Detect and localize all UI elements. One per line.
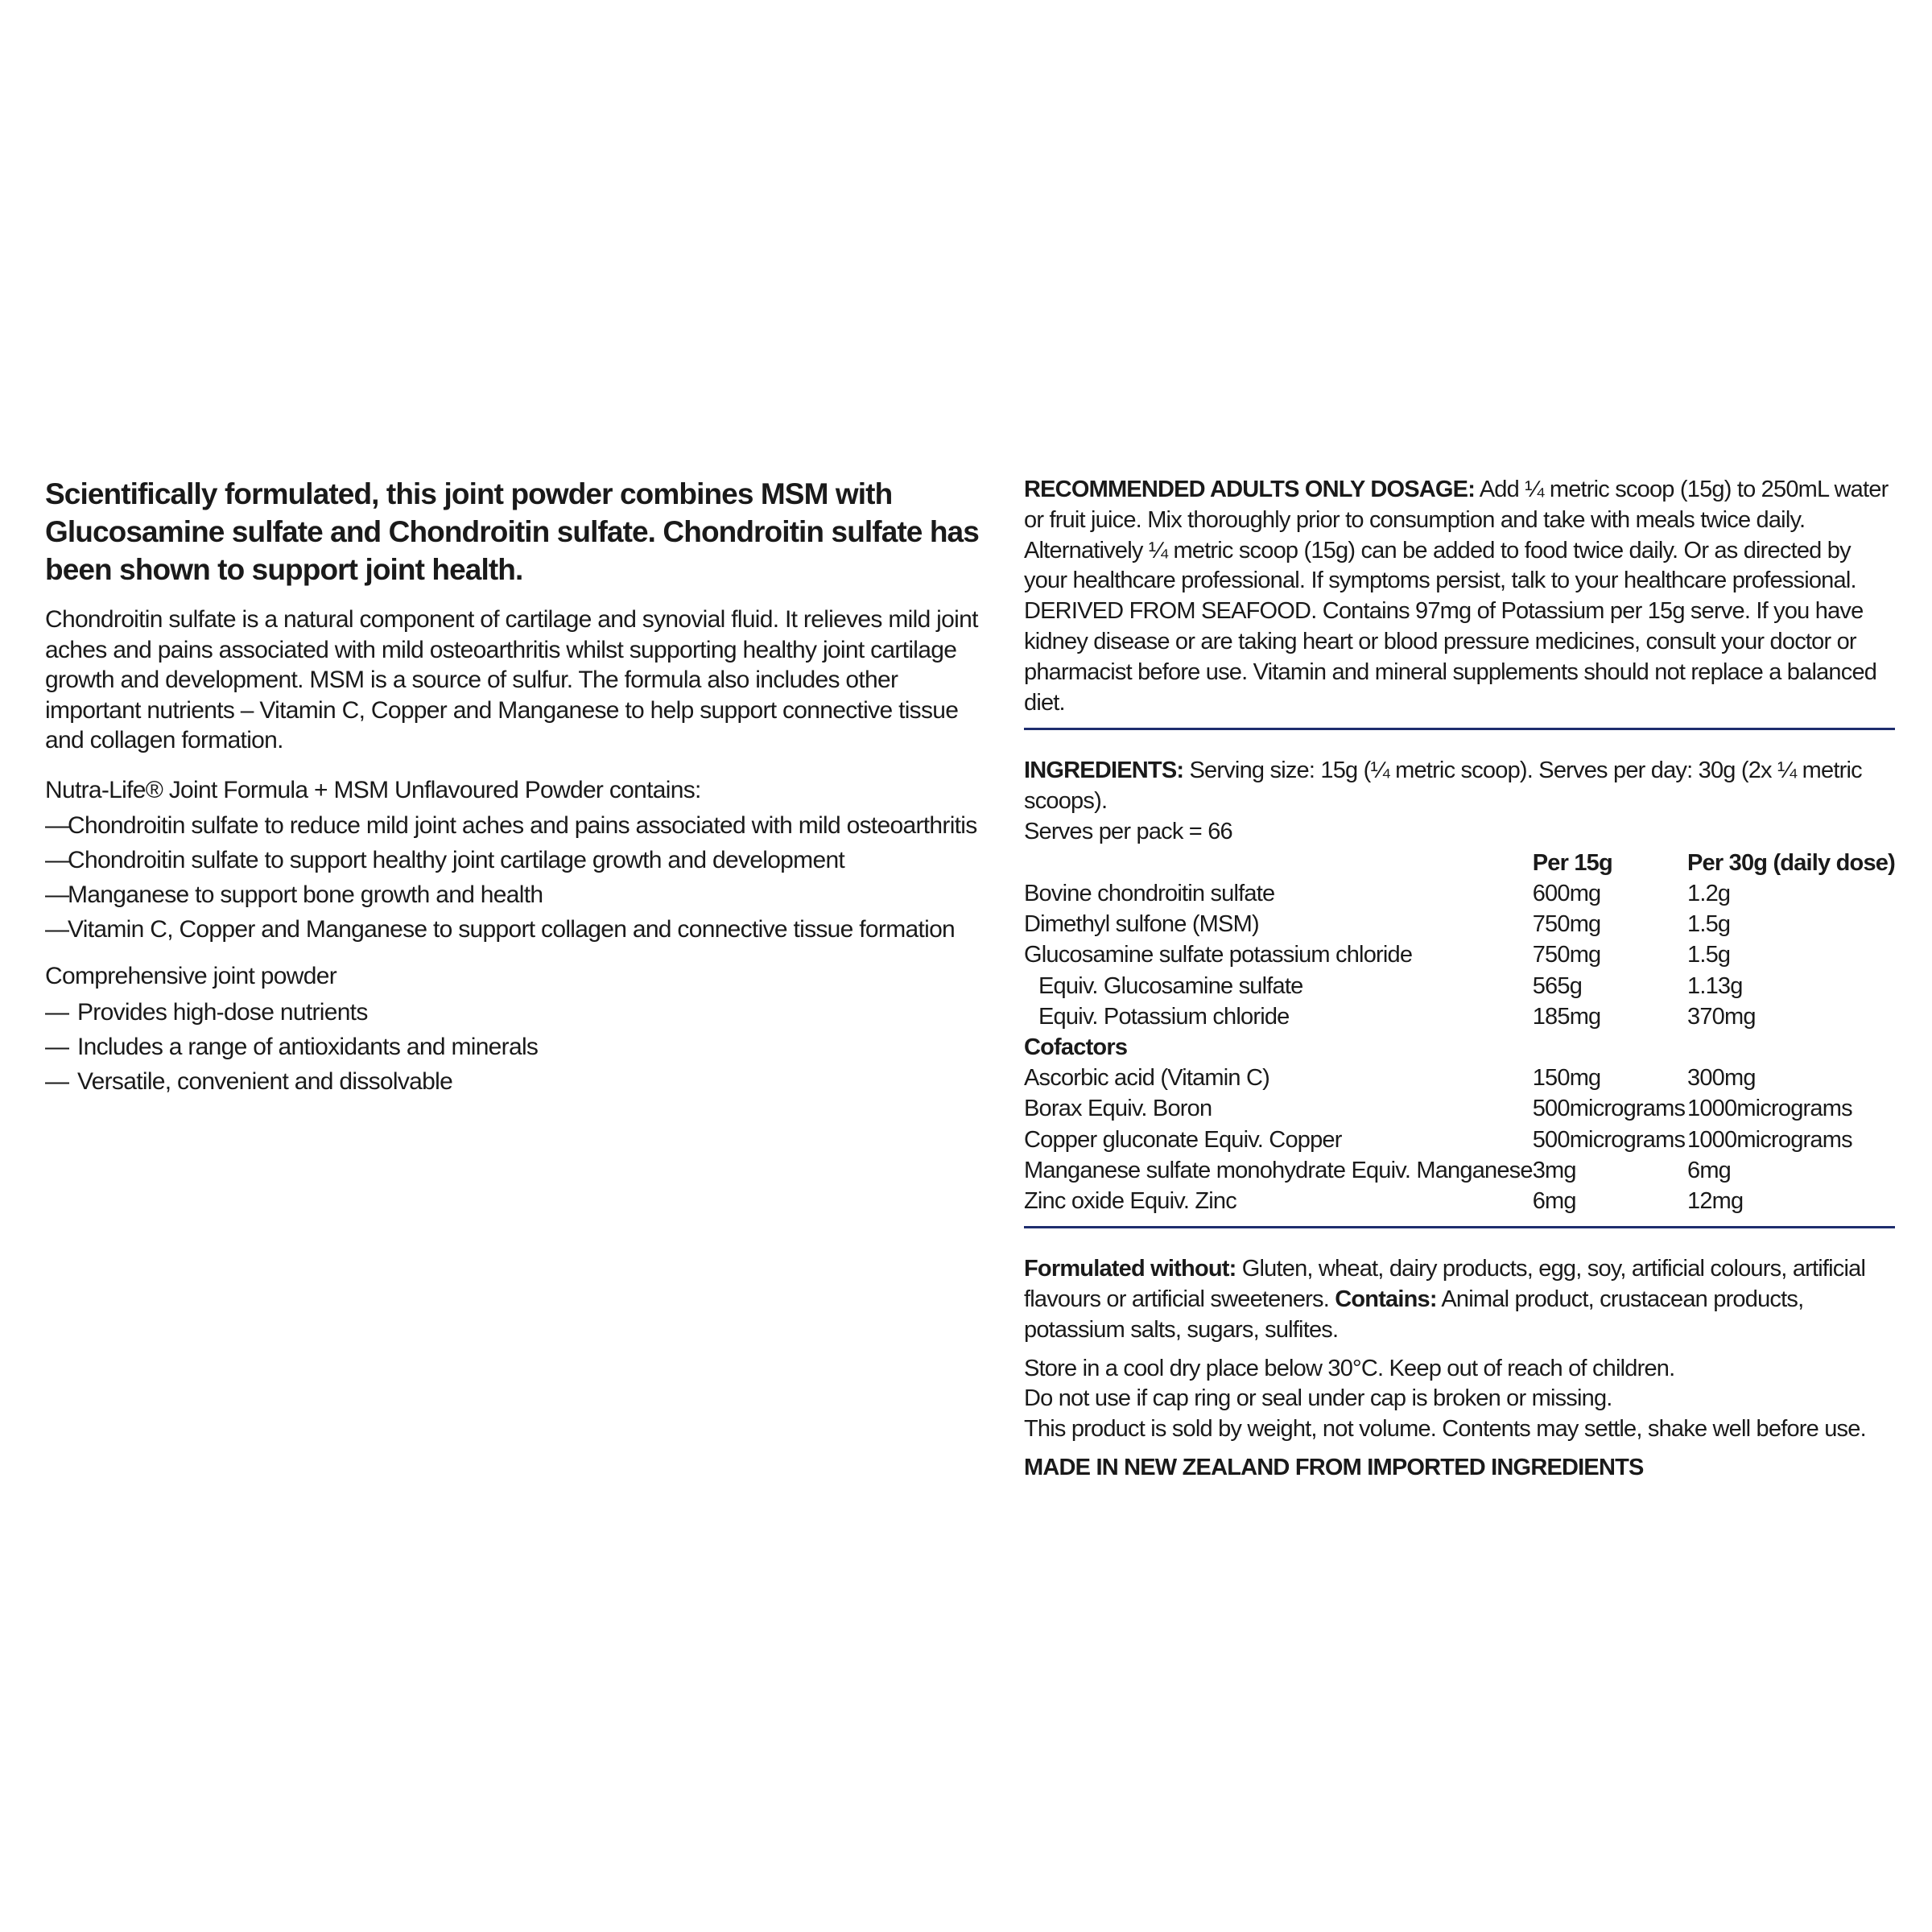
list-item: — Provides high-dose nutrients xyxy=(45,995,995,1030)
comprehensive-list xyxy=(45,995,995,1099)
table-row: Ascorbic acid (Vitamin C) 150mg 300mg xyxy=(1024,1065,1756,1092)
dash-bullet: — xyxy=(45,1067,69,1095)
dosage-label: RECOMMENDED ADULTS ONLY DOSAGE: xyxy=(1024,477,1476,502)
list-item: — Manganese to support bone growth and health xyxy=(45,877,995,912)
dash-bullet: — xyxy=(45,1033,69,1060)
list-item: — Vitamin C, Copper and Manganese to support collagen and connective tissue formation xyxy=(45,912,995,947)
cofactors-heading: Cofactors xyxy=(1024,1034,1128,1060)
storage-line: This product is sold by weight, not volume. Contents may settle, shake well before use. xyxy=(1024,1416,1866,1443)
dash-bullet: — xyxy=(45,881,69,908)
list-item: — Versatile, convenient and dissolvable xyxy=(45,1064,995,1099)
dash-bullet: — xyxy=(45,812,69,839)
table-row: Bovine chondroitin sulfate 600mg 1.2g xyxy=(1024,880,1731,906)
divider-rule xyxy=(1024,728,1895,730)
right-column xyxy=(1024,475,1895,1484)
table-row: Manganese sulfate monohydrate Equiv. Manganese 3mg 6mg xyxy=(1024,1157,1732,1183)
dosage-text: Add ¼ metric scoop (15g) to 250mL water or fruit juice. Mix thoroughly prior to consumption and take with meals twice daily. Alternatively ¼ metric scoop (15g) can be added to food twice daily. Or as directed by your healthcare professional. If symptoms persist, talk to your healthcare professional. DERIVED FROM SEAFOOD. Contains 97mg of Potassium per 15g serve. If you have kidney disease or are taking heart or blood pressure medicines, consult your doctor or pharmacist before use. Vitamin and mineral supplements should not replace a balanced diet. xyxy=(1024,477,1889,716)
storage-line: Store in a cool dry place below 30°C. Keep out of reach of children. xyxy=(1024,1355,1675,1381)
formulated-text: Gluten, wheat, dairy products, egg, soy, artificial colours, artificial flavours or artificial sweeteners. xyxy=(1024,1256,1866,1312)
dash-bullet: — xyxy=(45,916,69,943)
ingredients-text: Serving size: 15g (¼ metric scoop). Serves per day: 30g (2x ¼ metric scoops). xyxy=(1024,758,1862,815)
dosage-paragraph xyxy=(1024,475,1895,718)
table-row: Copper gluconate Equiv. Copper 500micrograms 1000micrograms xyxy=(1024,1126,1852,1153)
table-row: Equiv. Glucosamine sulfate 565g 1.13g xyxy=(1038,972,1743,999)
left-column xyxy=(45,475,995,1113)
table-row: Zinc oxide Equiv. Zinc 6mg 12mg xyxy=(1024,1188,1744,1214)
contains-intro: Nutra-Life® Joint Formula + MSM Unflavoured Powder contains: xyxy=(45,776,701,803)
list-item: — Chondroitin sulfate to reduce mild joint aches and pains associated with mild osteoarthritis xyxy=(45,808,995,843)
header-per-30g: Per 30g (daily dose) xyxy=(1687,849,1895,876)
headline: Scientifically formulated, this joint powder combines MSM with Glucosamine sulfate and Chondroitin sulfate. Chondroitin sulfate has been shown to support joint health. xyxy=(45,477,979,586)
header-ingredient xyxy=(1024,848,1533,878)
table-header-row xyxy=(1024,848,1895,878)
table-row: Borax Equiv. Boron 500micrograms 1000micrograms xyxy=(1024,1096,1852,1122)
storage-line: Do not use if cap ring or seal under cap is broken or missing. xyxy=(1024,1385,1612,1412)
description-paragraph: Chondroitin sulfate is a natural component of cartilage and synovial fluid. It relieves mild joint aches and pains associated with mild osteoarthritis whilst supporting healthy joint cartilage growth and development. MSM is a source of sulfur. The formula also includes other important nutrients – Vitamin C, Copper and Manganese to help support connective tissue and collagen formation. xyxy=(45,606,978,753)
storage-block xyxy=(1024,1354,1895,1445)
table-row: Equiv. Potassium chloride 185mg 370mg xyxy=(1038,1003,1756,1030)
list-item: — Chondroitin sulfate to support healthy joint cartilage growth and development xyxy=(45,843,995,877)
formulated-paragraph xyxy=(1024,1254,1895,1345)
ingredients-label: INGREDIENTS: xyxy=(1024,758,1184,784)
table-row: Dimethyl sulfone (MSM) 750mg 1.5g xyxy=(1024,911,1731,938)
origin-statement: MADE IN NEW ZEALAND FROM IMPORTED INGREDIENTS xyxy=(1024,1454,1644,1480)
cofactors-heading-row xyxy=(1024,1032,1895,1063)
dash-bullet: — xyxy=(45,847,69,873)
divider-rule xyxy=(1024,1226,1895,1228)
ingredients-table xyxy=(1024,848,1895,1216)
table-row: Glucosamine sulfate potassium chloride 750mg 1.5g xyxy=(1024,942,1731,968)
header-per-15g: Per 15g xyxy=(1532,849,1612,876)
list-item: — Includes a range of antioxidants and minerals xyxy=(45,1030,995,1064)
contains-list xyxy=(45,808,995,947)
contains-text: Animal product, crustacean products, potassium salts, sugars, sulfites. xyxy=(1024,1286,1804,1343)
ingredients-paragraph xyxy=(1024,756,1895,817)
dash-bullet: — xyxy=(45,998,69,1026)
formulated-label: Formulated without: xyxy=(1024,1256,1236,1282)
contains-label: Contains: xyxy=(1335,1286,1437,1312)
serves-per-pack: Serves per pack = 66 xyxy=(1024,818,1232,844)
comprehensive-heading: Comprehensive joint powder xyxy=(45,963,337,989)
